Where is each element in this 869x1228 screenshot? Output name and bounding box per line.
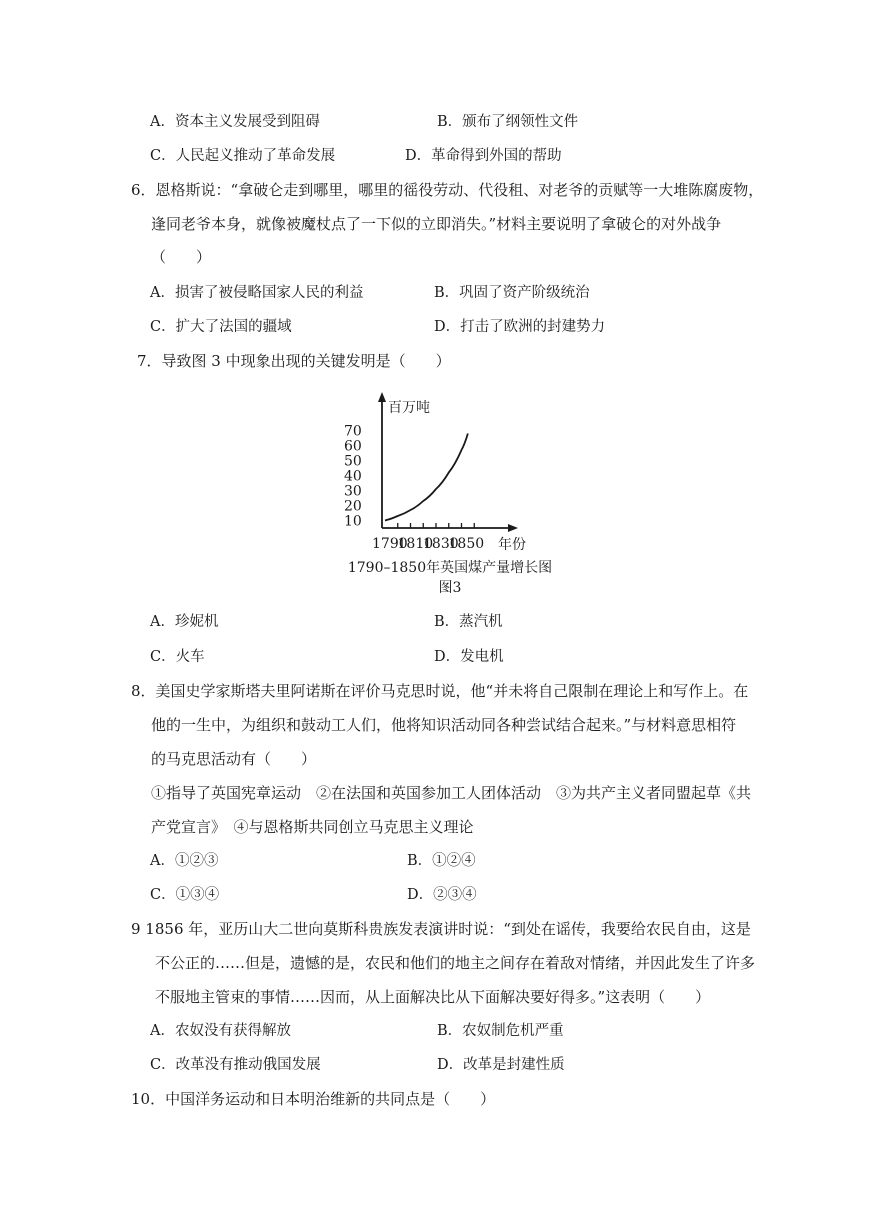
q9-option-a: A．农奴没有获得解放: [150, 1023, 291, 1039]
y-tick-label: 40: [344, 468, 362, 485]
q8-option-a: A．①②③: [150, 853, 219, 869]
q9-stem-line-2: 不公正的……但是，遗憾的是，农民和他们的地主之间存在着敌对情绪，并因此发生了许多: [155, 954, 756, 972]
q8-stem-line-2: 他的一生中，为组织和鼓动工人们，他将知识活动同各种尝试结合起来。”与材料意思相符: [151, 716, 737, 734]
y-tick-label: 30: [344, 483, 362, 500]
x-tick-label: 1830: [423, 536, 459, 552]
q7-option-c: C．火车: [150, 649, 205, 665]
x-axis-arrow: [508, 524, 518, 532]
q7-stem: 7．导致图 3 中现象出现的关键发明是（ ）: [137, 352, 451, 370]
q6-option-d: D．打击了欧洲的封建势力: [434, 319, 606, 335]
y-axis-label: 百万吨: [388, 400, 430, 416]
q6-stem-line-1: 6．恩格斯说：“拿破仑走到哪里，哪里的徭役劳动、代役租、对老爷的贡赋等一大堆陈腐废物，: [131, 181, 764, 199]
y-tick-label: 20: [344, 498, 362, 515]
q7-option-a: A．珍妮机: [150, 614, 219, 630]
y-tick-label: 10: [344, 513, 362, 530]
q6-option-b: B．巩固了资产阶级统治: [434, 285, 590, 301]
q8-stem-line-3: 的马克思活动有（ ）: [151, 750, 317, 768]
y-tick-label: 50: [344, 453, 362, 470]
y-tick-label: 70: [344, 423, 362, 440]
q8-option-b: B．①②④: [407, 853, 476, 869]
q8-option-d: D．②③④: [407, 887, 477, 903]
q8-option-c: C．①③④: [150, 887, 220, 903]
q7-option-d: D．发电机: [434, 649, 504, 665]
q8-statements-line-2: 产党宣言》 ④与恩格斯共同创立马克思主义理论: [151, 818, 474, 836]
q9-stem-line-1: 9 1856 年，亚历山大二世向莫斯科贵族发表演讲时说：“到处在谣传，我要给农民自由，这是: [131, 920, 751, 938]
x-tick-label: 1790: [372, 536, 408, 552]
figure-label: 图3: [438, 580, 462, 596]
q8-stem-line-1: 8．美国史学家斯塔夫里阿诺斯在评价马克思时说，他“并未将自己限制在理论上和写作上。在: [131, 682, 749, 700]
q5-option-b: B．颁布了纲领性文件: [437, 114, 579, 130]
q9-option-d: D．改革是封建性质: [437, 1057, 565, 1073]
q10-stem: 10．中国洋务运动和日本明治维新的共同点是（ ）: [131, 1090, 496, 1108]
y-tick-label: 60: [344, 438, 362, 455]
q5-option-d: D．革命得到外国的帮助: [405, 148, 562, 164]
q5-option-c: C．人民起义推动了革命发展: [150, 148, 336, 164]
coal-output-line: [385, 434, 468, 521]
y-axis-arrow: [378, 392, 386, 402]
q7-option-b: B．蒸汽机: [434, 614, 503, 630]
q6-answer-bracket: （ ）: [151, 248, 212, 266]
x-tick-labels: [372, 536, 484, 552]
q9-stem-line-3: 不服地主管束的事情……因而，从上面解决比从下面解决要好得多。”这表明（ ）: [155, 988, 711, 1006]
q6-option-a: A．损害了被侵略国家人民的利益: [150, 285, 364, 301]
x-tick-label: 1850: [448, 536, 485, 552]
q5-option-a: A．资本主义发展受到阻碍: [150, 114, 320, 130]
q6-stem-line-2: 逢同老爷本身，就像被魔杖点了一下似的立即消失。”材料主要说明了拿破仑的对外战争: [151, 215, 722, 233]
q9-option-b: B．农奴制危机严重: [437, 1023, 564, 1039]
chart-title: 1790–1850年英国煤产量增长图: [347, 560, 553, 576]
q9-option-c: C．改革没有推动俄国发展: [150, 1057, 321, 1073]
chart-canvas: [340, 388, 560, 598]
coal-output-chart: [340, 388, 560, 598]
x-axis-label: 年份: [498, 537, 526, 553]
q6-option-c: C．扩大了法国的疆域: [150, 319, 292, 335]
y-tick-labels: [344, 424, 362, 530]
q8-statements-line-1: ①指导了英国宪章运动 ②在法国和英国参加工人团体活动 ③为共产主义者同盟起草《共: [151, 784, 752, 802]
x-tick-label: 1810: [397, 536, 434, 552]
